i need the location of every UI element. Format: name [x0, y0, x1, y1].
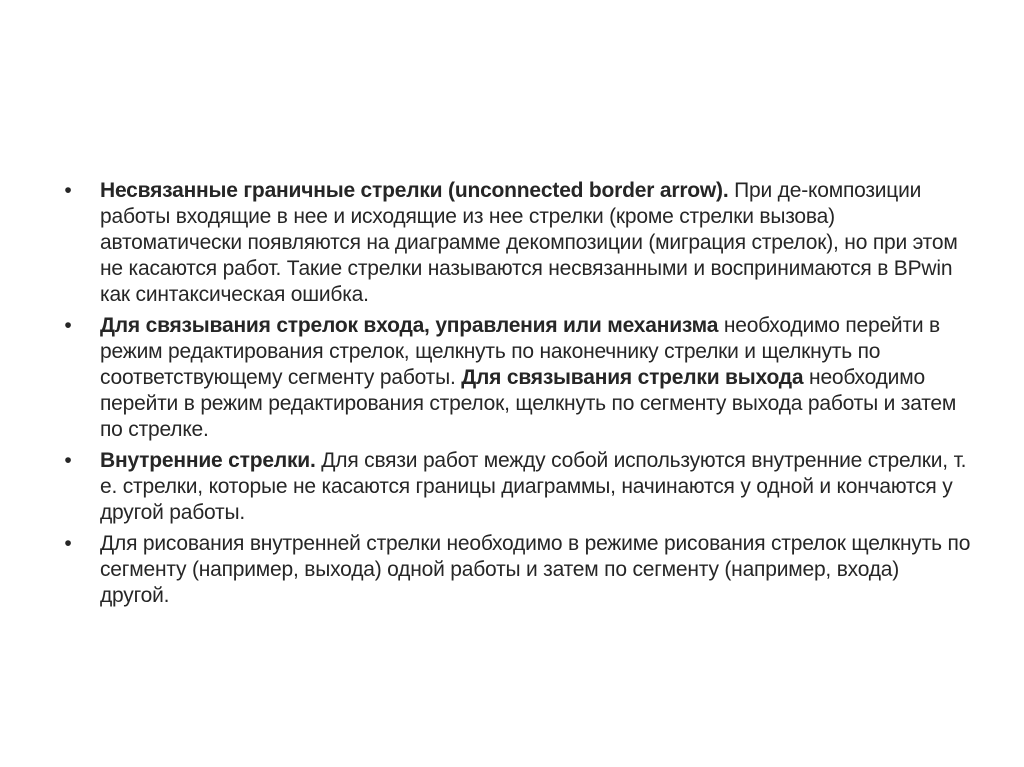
bullet-icon: •: [64, 532, 72, 555]
item-heading: Несвязанные граничные стрелки (unconnected border arrow).: [100, 179, 729, 202]
item-text-continued: необходимо перейти в режим редактирования стрелок, щелкнуть по сегменту выхода работы и затем по стрелке.: [100, 366, 957, 441]
list-item-drawing-internal-arrow: [58, 531, 973, 609]
item-text: Для связи работ между собой используются внутренние стрелки, т. е. стрелки, которые не касаются границы диаграммы, начинаются у одной и кончаются у другой работы.: [100, 449, 967, 524]
list-item-linking-arrows: [58, 313, 973, 443]
item-text: необходимо перейти в режим редактирования стрелок, щелкнуть по наконечнику стрелки и щелкнуть по соответствующему сегменту работы.: [100, 314, 941, 389]
item-text: При де-композиции работы входящие в нее и исходящие из нее стрелки (кроме стрелки вызова) автоматически появляются на диаграмме декомпозиции (миграция стрелок), но при этом не касаются работ. Такие стрелки называются несвязанными и воспринимаются в BPwin как синтаксическая ошибка.: [100, 179, 958, 306]
bullet-icon: •: [64, 314, 72, 337]
list-item-internal-arrows: [58, 448, 973, 526]
bullet-icon: •: [64, 179, 72, 202]
bullet-icon: •: [64, 449, 72, 472]
item-heading: Для связывания стрелок входа, управления или механизма: [100, 314, 719, 337]
list-item-unconnected-arrows: [58, 178, 973, 308]
item-heading: Внутренние стрелки.: [100, 449, 316, 472]
item-subheading: Для связывания стрелки выхода: [461, 366, 804, 389]
bullet-list: [58, 178, 973, 614]
item-text: Для рисования внутренней стрелки необходимо в режиме рисования стрелок щелкнуть по сегменту (например, выхода) одной работы и затем по сегменту (например, входа) другой.: [100, 532, 971, 607]
